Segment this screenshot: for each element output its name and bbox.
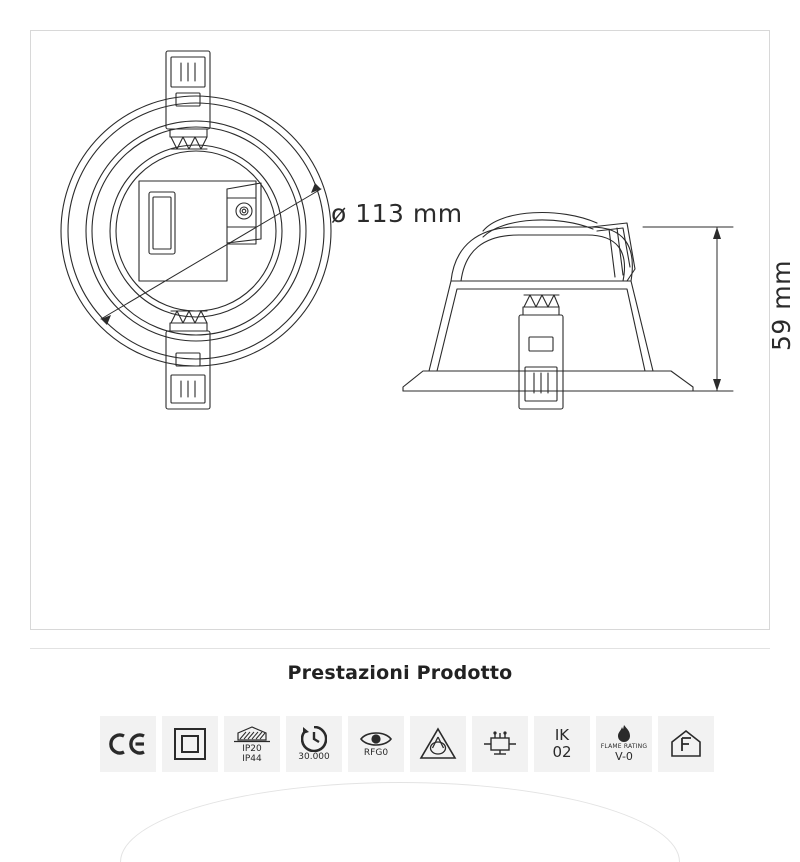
- suitable-for-mounting-badge: [658, 716, 714, 772]
- ik-rating-badge: [534, 716, 590, 772]
- wiring-badge: [472, 716, 528, 772]
- lifetime-value: 30.000: [298, 751, 330, 762]
- triangle-icon: [419, 727, 457, 761]
- bottom-arc-decoration: [120, 782, 680, 862]
- performance-badge-row: [100, 716, 714, 772]
- house-f-icon: [669, 729, 703, 759]
- class-ii-badge: [162, 716, 218, 772]
- ip-rating-line-2: IP44: [242, 754, 262, 764]
- height-dimension: [643, 227, 733, 391]
- technical-drawing-panel: [30, 30, 796, 630]
- ce-icon: [108, 733, 148, 755]
- ik-value: 02: [552, 743, 572, 761]
- flame-rating-label: FLAME RATING: [600, 743, 648, 751]
- terminal-block-icon: [482, 729, 518, 759]
- spring-clip-top: [166, 51, 210, 149]
- front-view-group: [61, 51, 331, 409]
- ce-mark-badge: [100, 716, 156, 772]
- section-divider: [30, 648, 770, 649]
- diameter-dimension: [101, 183, 321, 325]
- clock-icon: [301, 726, 327, 752]
- lifetime-badge: [286, 716, 342, 772]
- diameter-dimension-label: ø 113 mm: [331, 199, 463, 228]
- eye-icon: [359, 730, 393, 748]
- ip-rating-badge: [224, 716, 280, 772]
- technical-drawing-svg: [31, 31, 771, 631]
- flame-icon: [614, 724, 634, 744]
- spring-clip-bottom: [166, 311, 210, 409]
- flame-rating-value: V-0: [615, 750, 633, 764]
- glare-rating-value: RFG0: [363, 747, 389, 758]
- performance-section: [30, 650, 770, 684]
- flame-rating-badge: [596, 716, 652, 772]
- ip-rating-line-1: IP20: [242, 743, 262, 754]
- height-dimension-label: 59 mm: [767, 260, 796, 351]
- ik-label: IK: [554, 725, 570, 744]
- double-square-icon: [173, 727, 207, 761]
- side-view-group: [403, 213, 693, 409]
- glare-rating-badge: [348, 716, 404, 772]
- ip-protection-icon: [232, 724, 272, 744]
- performance-title: Prestazioni Prodotto: [287, 662, 513, 684]
- photobiological-safety-badge: [410, 716, 466, 772]
- side-spring-clip: [519, 295, 563, 409]
